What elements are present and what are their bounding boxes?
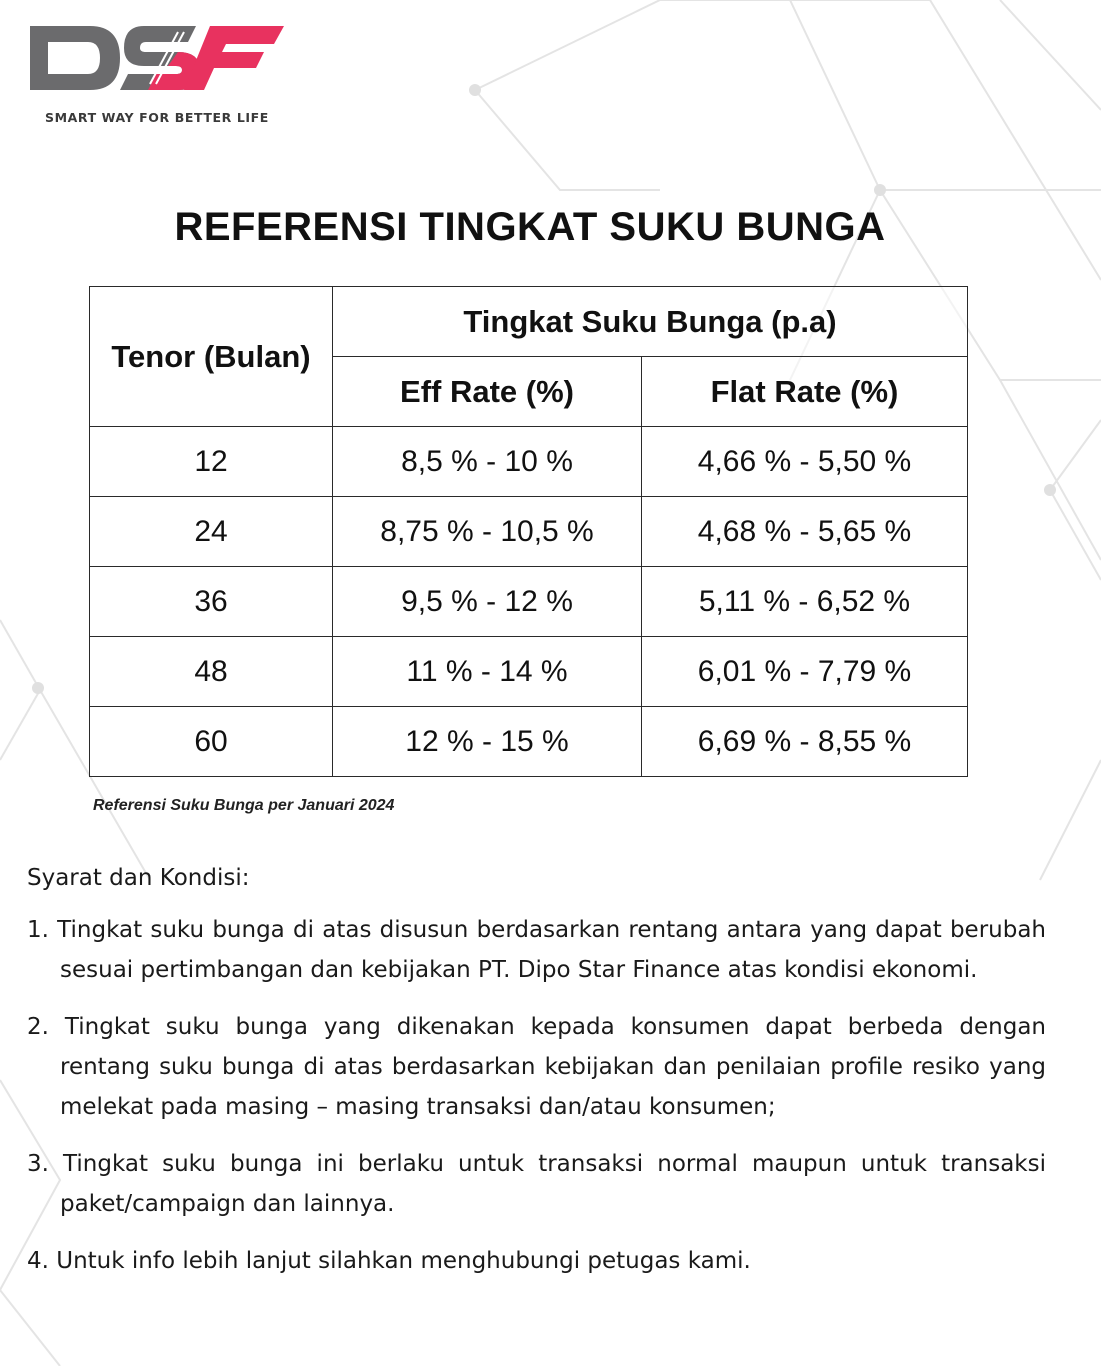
cell-tenor: 24 <box>90 497 333 567</box>
terms-section <box>27 860 1046 1298</box>
brand-tagline: SMART WAY FOR BETTER LIFE <box>45 110 269 125</box>
dsf-logo <box>28 18 288 98</box>
table-row <box>90 567 968 637</box>
table-row <box>90 427 968 497</box>
cell-tenor: 36 <box>90 567 333 637</box>
cell-eff-rate: 8,5 % - 10 % <box>333 427 642 497</box>
header-flat-rate: Flat Rate (%) <box>642 357 968 427</box>
header-rate-group: Tingkat Suku Bunga (p.a) <box>333 287 968 357</box>
page-title: REFERENSI TINGKAT SUKU BUNGA <box>174 205 886 249</box>
table-row <box>90 637 968 707</box>
cell-eff-rate: 9,5 % - 12 % <box>333 567 642 637</box>
interest-rate-table <box>89 286 968 777</box>
cell-eff-rate: 12 % - 15 % <box>333 707 642 777</box>
term-item: 2. Tingkat suku bunga yang dikenakan kepada konsumen dapat berbeda dengan rentang suku bunga di atas berdasarkan kebijakan dan penilaian profile resiko yang melekat pada masing – masing transaksi dan/atau konsumen; <box>27 1014 1046 1120</box>
cell-tenor: 60 <box>90 707 333 777</box>
table-header-row <box>90 287 968 357</box>
cell-eff-rate: 11 % - 14 % <box>333 637 642 707</box>
header-tenor: Tenor (Bulan) <box>90 287 333 427</box>
cell-tenor: 12 <box>90 427 333 497</box>
cell-flat-rate: 6,01 % - 7,79 % <box>642 637 968 707</box>
cell-flat-rate: 4,66 % - 5,50 % <box>642 427 968 497</box>
table-footnote: Referensi Suku Bunga per Januari 2024 <box>93 797 395 814</box>
term-item: 1. Tingkat suku bunga di atas disusun berdasarkan rentang antara yang dapat berubah sesuai pertimbangan dan kebijakan PT. Dipo Star Finance atas kondisi ekonomi. <box>27 917 1046 983</box>
cell-flat-rate: 6,69 % - 8,55 % <box>642 707 968 777</box>
header-eff-rate: Eff Rate (%) <box>333 357 642 427</box>
table-row <box>90 707 968 777</box>
terms-heading: Syarat dan Kondisi: <box>27 865 250 891</box>
cell-flat-rate: 4,68 % - 5,65 % <box>642 497 968 567</box>
cell-eff-rate: 8,75 % - 10,5 % <box>333 497 642 567</box>
term-item: 3. Tingkat suku bunga ini berlaku untuk transaksi normal maupun untuk transaksi paket/campaign dan lainnya. <box>27 1151 1046 1217</box>
term-item: 4. Untuk info lebih lanjut silahkan menghubungi petugas kami. <box>27 1248 751 1274</box>
table-row <box>90 497 968 567</box>
cell-flat-rate: 5,11 % - 6,52 % <box>642 567 968 637</box>
cell-tenor: 48 <box>90 637 333 707</box>
